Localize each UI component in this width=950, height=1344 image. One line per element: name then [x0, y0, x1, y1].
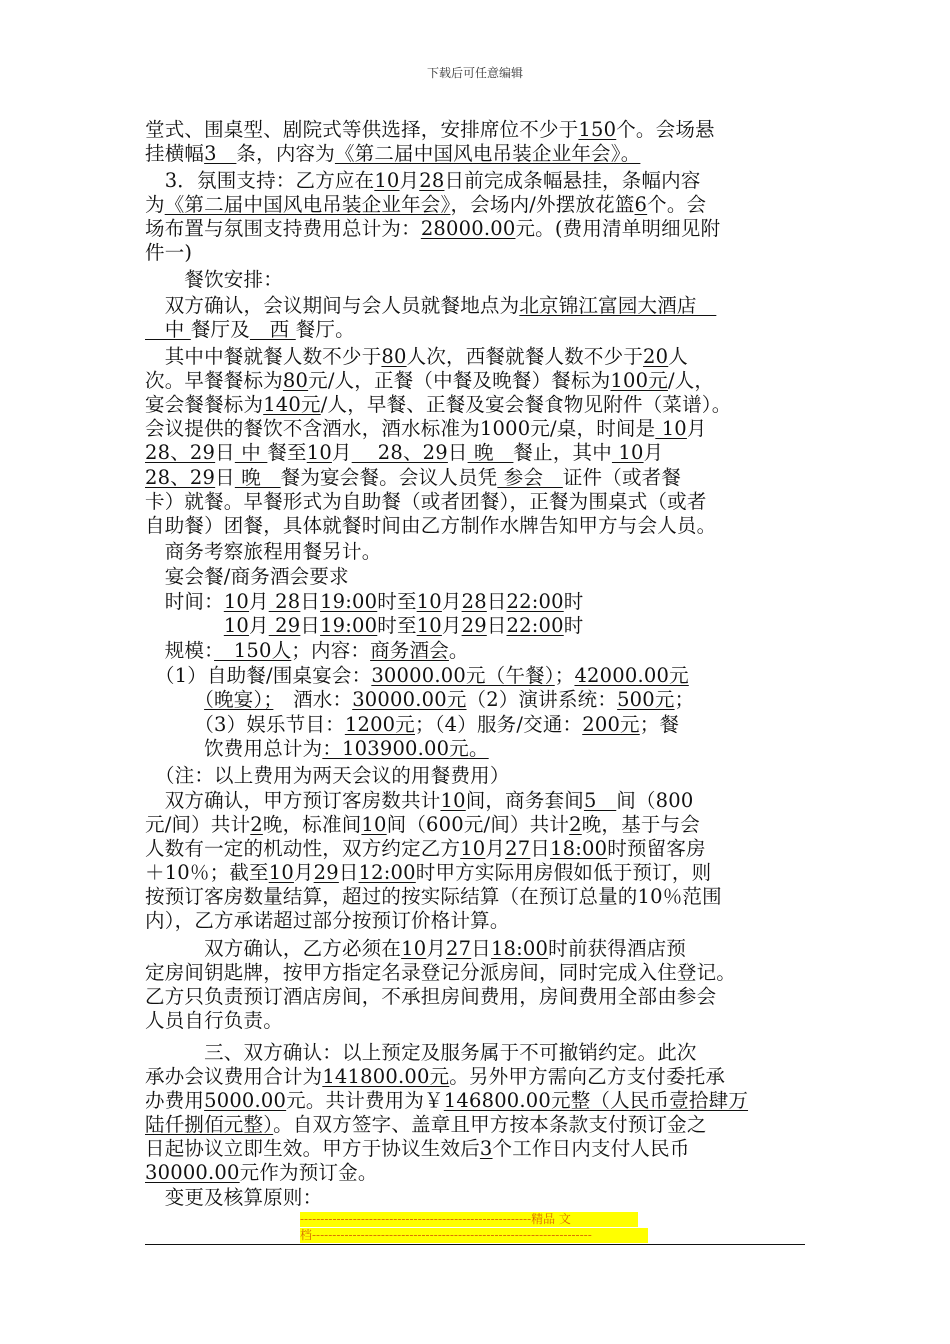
- text-run: 日: [300, 590, 321, 613]
- text-run: 个。会场悬: [616, 118, 715, 141]
- text-run: 变更及核算原则：: [145, 1186, 323, 1209]
- text-run: 时: [563, 614, 584, 637]
- text-line: [145, 241, 192, 265]
- text-run: 月: [293, 861, 314, 884]
- text-run: 月: [426, 937, 447, 960]
- text-run: 酒水：: [273, 688, 353, 711]
- text-run: 日: [486, 590, 507, 613]
- text-run: 。另外甲方需向乙方支付委托承: [449, 1065, 726, 1088]
- text-run: 月: [441, 614, 462, 637]
- filled-blank: 5000.00: [204, 1089, 287, 1112]
- filled-blank: 150: [578, 118, 617, 141]
- text-run: 场布置与氛围支持费用总计为：: [145, 217, 421, 240]
- filled-blank: 陆仟捌佰元整）: [145, 1113, 274, 1136]
- text-line: [145, 961, 736, 985]
- text-run: [145, 614, 224, 637]
- text-run: 为: [145, 193, 165, 216]
- text-run: 堂式、围桌型、剧院式等供选择，安排席位不少于: [145, 118, 579, 141]
- filled-blank: ：103900.00元。: [322, 737, 489, 760]
- filled-blank: 《第二届中国风电吊装企业年会》。: [334, 142, 641, 165]
- footer-rule: [145, 1244, 805, 1245]
- filled-blank: 1200元: [344, 713, 415, 736]
- text-line: [145, 937, 686, 961]
- text-line: [145, 1089, 748, 1113]
- text-line: [145, 441, 663, 465]
- text-line: [145, 688, 694, 712]
- text-run: 自助餐）团餐，具体就餐时间由乙方制作水牌告知甲方与会人员。: [145, 514, 717, 537]
- text-run: 会议提供的餐饮不含酒水，酒水标准为1000元/桌，时间是: [145, 417, 656, 440]
- filled-blank: 80: [381, 345, 407, 368]
- text-run: 件一): [145, 241, 193, 264]
- text-run: 月: [249, 614, 269, 637]
- text-run: 月: [441, 590, 462, 613]
- text-line: [145, 294, 716, 318]
- text-run: 商务考察旅程用餐另计。: [145, 540, 382, 563]
- text-line: [145, 1161, 378, 1185]
- text-run: 餐至: [267, 441, 307, 464]
- text-run: 个。会: [647, 193, 707, 216]
- filled-blank: 中: [145, 318, 191, 341]
- text-line: [145, 590, 583, 614]
- text-run: 晚，标准间: [262, 813, 362, 836]
- text-run: 双方确认，会议期间与会人员就餐地点为: [145, 294, 520, 317]
- text-run: 餐为宴会餐。会议人员凭: [280, 466, 498, 489]
- text-line: [145, 614, 583, 638]
- text-run: 间，商务套间: [465, 789, 584, 812]
- filled-blank: 27: [505, 837, 531, 860]
- filled-blank: 28、29: [145, 441, 216, 464]
- text-run: 晚，基于与会: [581, 813, 700, 836]
- text-run: 。自双方签字、盖章且甲方按本条款支付预订金之: [273, 1113, 707, 1136]
- filled-blank: 10: [440, 789, 466, 812]
- text-run: 日: [486, 614, 507, 637]
- filled-blank: 西: [249, 318, 296, 341]
- filled-blank: 42000.00元: [574, 664, 689, 687]
- text-line: [145, 565, 349, 589]
- filled-blank: 30000.00: [145, 1161, 240, 1184]
- filled-blank: 中: [234, 441, 268, 464]
- filled-blank: 晚: [234, 466, 281, 489]
- text-run: 办费用: [145, 1089, 205, 1112]
- text-run: 承办会议费用合计为: [145, 1065, 323, 1088]
- text-run: 餐厅。: [295, 318, 355, 341]
- text-run: ；（4）服务/交通：: [415, 713, 583, 736]
- filled-blank: 27: [446, 937, 472, 960]
- filled-blank: 28、29: [145, 466, 216, 489]
- text-run: 日前完成条幅悬挂，条幅内容: [444, 169, 701, 192]
- text-run: ；内容：: [291, 639, 371, 662]
- text-run: [145, 688, 204, 711]
- filled-blank: 10: [611, 441, 644, 464]
- text-line: [145, 1186, 322, 1210]
- text-run: ；: [674, 688, 695, 711]
- filled-blank: 140元: [263, 393, 321, 416]
- text-line: [145, 713, 679, 737]
- text-run: 时间：: [145, 590, 224, 613]
- filled-blank: 22:00: [506, 590, 564, 613]
- filled-blank: 6: [634, 193, 648, 216]
- footer-watermark-line-2: 档---------------------------------------------------------------------: [300, 1228, 648, 1243]
- text-run: ，会场内/外摆放花篮: [450, 193, 635, 216]
- text-run: 按预订客房数量结算，超过的按实际结算（在预订总量的10％范围: [145, 885, 722, 908]
- text-run: 日: [530, 837, 551, 860]
- text-line: [145, 639, 469, 663]
- filled-blank: 28: [461, 590, 487, 613]
- text-run: 条，内容为: [236, 142, 335, 165]
- text-run: /人，: [667, 369, 715, 392]
- text-run: 时预留客房: [607, 837, 706, 860]
- filled-blank: 28、29: [351, 441, 448, 464]
- text-run: 日: [338, 861, 359, 884]
- filled-blank: 参会: [497, 466, 563, 489]
- text-run: 月: [485, 837, 506, 860]
- page-header: 下载后可任意编辑: [426, 66, 523, 80]
- filled-blank: 500元: [617, 688, 675, 711]
- text-line: [145, 142, 640, 166]
- text-run: 日起协议立即生效。甲方于协议生效后: [145, 1137, 480, 1160]
- text-run: 卡）就餐。早餐形式为自助餐（或者团餐），正餐为围桌式（或者: [145, 490, 707, 513]
- text-line: [145, 193, 706, 217]
- text-run: 时前获得酒店预: [548, 937, 687, 960]
- text-line: [145, 985, 716, 1009]
- text-run: 挂横幅: [145, 142, 205, 165]
- text-run: 时甲方实际用房假如低于预订，则: [415, 861, 712, 884]
- filled-blank: 10: [416, 590, 442, 613]
- text-run: 间（800: [616, 789, 694, 812]
- text-run: （1）自助餐/围桌宴会：: [145, 664, 372, 687]
- text-line: [145, 885, 722, 909]
- text-line: [145, 737, 489, 761]
- text-line: [145, 393, 731, 417]
- text-run: 人: [668, 345, 688, 368]
- filled-blank: 29: [268, 614, 301, 637]
- filled-blank: 80: [282, 369, 309, 392]
- text-run: （2）演讲系统：: [466, 688, 618, 711]
- text-line: [145, 764, 510, 788]
- text-line: [145, 514, 716, 538]
- text-line: [145, 268, 283, 292]
- text-line: [145, 1137, 690, 1161]
- filled-blank: （晚宴）；: [204, 688, 274, 711]
- text-line: [145, 1009, 283, 1033]
- text-run: 日: [447, 441, 468, 464]
- filled-blank: 10: [374, 169, 400, 192]
- text-line: [145, 118, 715, 142]
- text-run: 餐饮安排：: [145, 268, 283, 291]
- text-line: [145, 909, 510, 933]
- text-run: 宴会餐餐标为: [145, 393, 264, 416]
- text-run: 人数有一定的机动性，双方约定乙方: [145, 837, 461, 860]
- footer-watermark-line-1: ---------------------------------------------------------精品 文: [300, 1212, 638, 1227]
- filled-blank: 2: [250, 813, 263, 836]
- text-line: [145, 813, 700, 837]
- filled-blank: 18:00: [490, 937, 549, 960]
- filled-blank: 晚: [467, 441, 514, 464]
- text-run: 时至: [377, 590, 417, 613]
- text-run: 其中中餐就餐人数不少于: [145, 345, 382, 368]
- filled-blank: 10: [361, 813, 387, 836]
- filled-blank: 30000.00元（午餐）: [371, 664, 555, 687]
- filled-blank: 10: [416, 614, 442, 637]
- text-run: 日: [471, 937, 491, 960]
- text-run: 餐止，其中: [513, 441, 612, 464]
- text-run: 元/间）共计: [145, 813, 251, 836]
- filled-blank: 100元: [610, 369, 668, 392]
- text-line: [145, 466, 681, 490]
- filled-blank: 北京锦江富园大酒店: [519, 294, 717, 317]
- text-run: 月: [399, 169, 420, 192]
- text-line: [145, 789, 693, 813]
- filled-blank: 29: [461, 614, 487, 637]
- text-line: [145, 318, 355, 342]
- text-run: 乙方只负责预订酒店房间，不承担房间费用，房间费用全部由参会: [145, 985, 717, 1008]
- text-run: ；: [554, 664, 575, 687]
- text-run: 元作为预订金。: [239, 1161, 378, 1184]
- text-line: [145, 664, 689, 688]
- text-run: 证件（或者餐: [562, 466, 682, 489]
- text-run: 元。(费用清单明细见附: [515, 217, 721, 240]
- filled-blank: 28: [268, 590, 301, 613]
- filled-blank: 22:00: [506, 614, 564, 637]
- text-run: 次。早餐餐标为: [145, 369, 283, 392]
- filled-blank: 5: [583, 789, 617, 812]
- filled-blank: 3: [204, 142, 237, 165]
- text-run: 日: [215, 441, 235, 464]
- text-line: [145, 169, 701, 193]
- text-line: [145, 490, 707, 514]
- text-line: [145, 1113, 707, 1137]
- text-run: 时至: [377, 614, 417, 637]
- filled-blank: 《第二届中国风电吊装企业年会》: [164, 193, 451, 216]
- text-run: 定房间钥匙牌，按甲方指定名录登记分派房间，同时完成入住登记。: [145, 961, 737, 984]
- text-run: 人次，西餐就餐人数不少于: [406, 345, 644, 368]
- text-line: [145, 861, 711, 885]
- text-run: 规模：: [145, 639, 215, 662]
- text-run: 月: [643, 441, 664, 464]
- filled-blank: 10: [223, 614, 250, 637]
- text-run: （3）娱乐节目：: [145, 713, 345, 736]
- text-line: [145, 217, 720, 241]
- text-line: [145, 369, 714, 393]
- text-run: 月: [249, 590, 269, 613]
- filled-blank: 12:00: [358, 861, 416, 884]
- text-run: 日: [300, 614, 321, 637]
- filled-blank: 30000.00元: [352, 688, 467, 711]
- text-line: [145, 540, 381, 564]
- filled-blank: 18:00: [550, 837, 608, 860]
- filled-blank: 29: [313, 861, 339, 884]
- text-run: 人员自行负责。: [145, 1009, 283, 1032]
- filled-blank: 150人: [214, 639, 292, 662]
- text-line: [145, 417, 707, 441]
- text-run: 内），乙方承诺超过部分按预订价格计算。: [145, 909, 510, 932]
- filled-blank: 10: [223, 590, 250, 613]
- filled-blank: 19:00: [320, 590, 378, 613]
- text-run: ；餐: [639, 713, 680, 736]
- text-run: /人，早餐、正餐及宴会餐食物见附件（菜谱）。: [320, 393, 732, 416]
- text-line: [145, 837, 706, 861]
- filled-blank: 10: [306, 441, 332, 464]
- text-run: 双方确认，乙方必须在: [145, 937, 402, 960]
- text-run: 间（600元/间）共计: [386, 813, 570, 836]
- filled-blank: 28000.00: [420, 217, 516, 240]
- text-run: （注：以上费用为两天会议的用餐费用）: [145, 764, 510, 787]
- text-run: 时: [563, 590, 584, 613]
- text-line: [145, 1065, 725, 1089]
- text-run: 三、双方确认：以上预定及服务属于不可撤销约定。此次: [145, 1041, 697, 1064]
- filled-blank: 10: [268, 861, 294, 884]
- filled-blank: 3: [479, 1137, 493, 1160]
- text-run: 月: [686, 417, 707, 440]
- text-run: 宴会餐/商务酒会要求: [145, 565, 349, 588]
- filled-blank: 19:00: [320, 614, 378, 637]
- text-run: 日: [215, 466, 235, 489]
- text-run: 餐厅及: [190, 318, 250, 341]
- filled-blank: 20: [643, 345, 669, 368]
- text-line: [145, 1041, 697, 1065]
- text-line: [145, 345, 688, 369]
- filled-blank: 10: [460, 837, 486, 860]
- filled-blank: 28: [419, 169, 445, 192]
- text-run: 元/人，正餐（中餐及晚餐）餐标为: [308, 369, 611, 392]
- filled-blank: 200元: [582, 713, 640, 736]
- text-run: 饮费用总计为: [145, 737, 323, 760]
- text-run: ＋10％；截至: [145, 861, 269, 884]
- filled-blank: 10: [655, 417, 687, 440]
- filled-blank: 141800.00元: [322, 1065, 450, 1088]
- filled-blank: 商务酒会: [370, 639, 449, 662]
- filled-blank: 146800.00元整（人民币壹拾肆万: [443, 1089, 749, 1112]
- filled-blank: 10: [401, 937, 427, 960]
- text-run: 3．氛围支持：乙方应在: [145, 169, 375, 192]
- text-run: 个工作日内支付人民币: [492, 1137, 690, 1160]
- text-run: 。: [448, 639, 469, 662]
- text-run: 双方确认，甲方预订客房数共计: [145, 789, 441, 812]
- text-run: 月: [331, 441, 352, 464]
- text-run: 元。共计费用为￥: [286, 1089, 444, 1112]
- filled-blank: 2: [569, 813, 582, 836]
